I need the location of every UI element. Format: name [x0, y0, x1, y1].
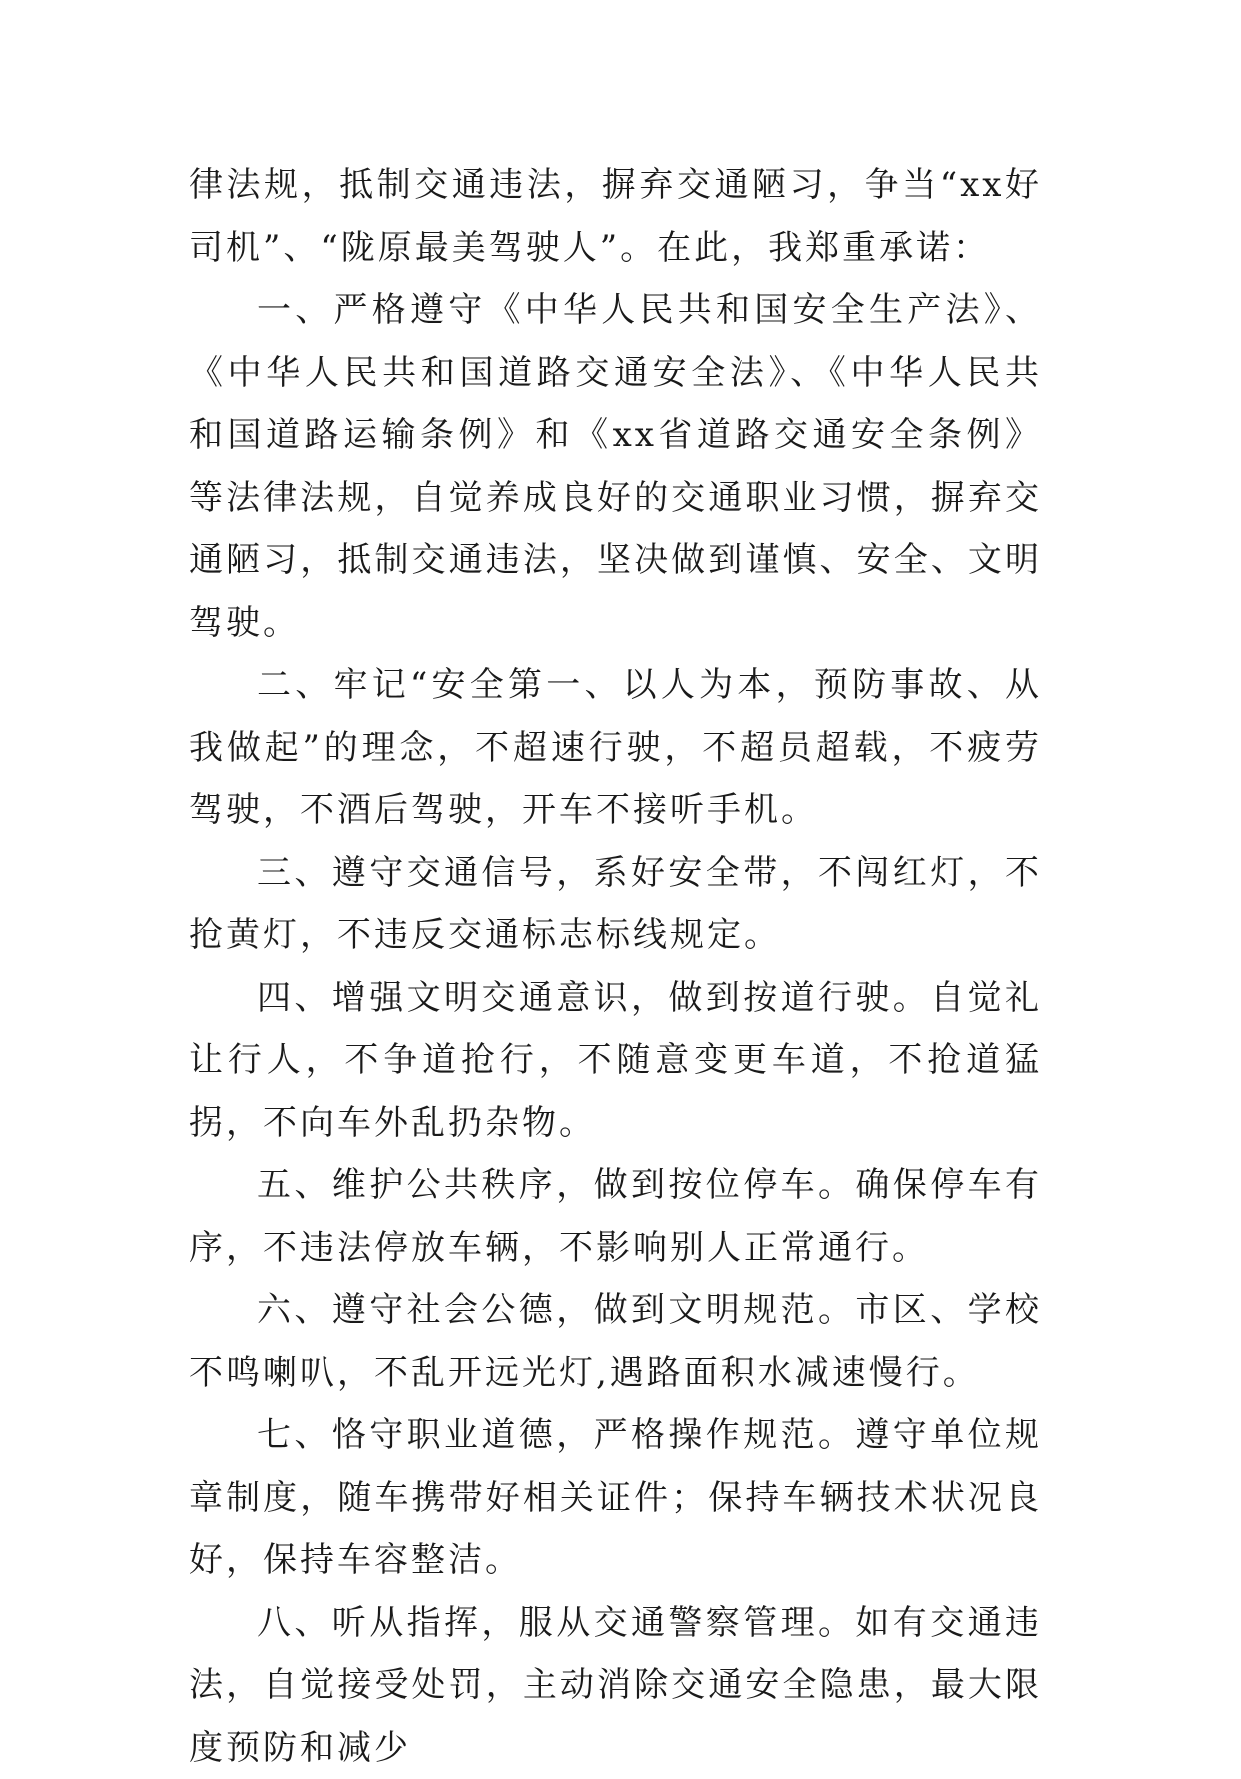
- paragraph-item-1: 一、严格遵守《中华人民共和国安全生产法》、《中华人民共和国道路交通安全法》、《中华人民共和国道路运输条例》和《xx省道路交通安全条例》等法律法规，自觉养成良好的交通职业习惯，摒弃交通陋习，抵制交通违法，坚决做到谨慎、安全、文明驾驶。: [189, 279, 1042, 654]
- paragraph-continuation: 律法规，抵制交通违法，摒弃交通陋习，争当“xx好司机”、“陇原最美驾驶人”。在此，我郑重承诺：: [189, 154, 1042, 279]
- paragraph-item-2: 二、牢记“安全第一、以人为本，预防事故、从我做起”的理念，不超速行驶，不超员超载，不疲劳驾驶，不酒后驾驶，开车不接听手机。: [189, 654, 1042, 842]
- document-body: [189, 154, 1042, 1779]
- paragraph-item-7: 七、恪守职业道德，严格操作规范。遵守单位规章制度，随车携带好相关证件；保持车辆技术状况良好，保持车容整洁。: [189, 1404, 1042, 1592]
- paragraph-item-8: 八、听从指挥，服从交通警察管理。如有交通违法，自觉接受处罚，主动消除交通安全隐患，最大限度预防和减少: [189, 1592, 1042, 1779]
- paragraph-item-6: 六、遵守社会公德，做到文明规范。市区、学校不鸣喇叭，不乱开远光灯,遇路面积水减速慢行。: [189, 1279, 1042, 1404]
- paragraph-item-5: 五、维护公共秩序，做到按位停车。确保停车有序，不违法停放车辆，不影响别人正常通行。: [189, 1154, 1042, 1279]
- paragraph-item-4: 四、增强文明交通意识，做到按道行驶。自觉礼让行人，不争道抢行，不随意变更车道，不抢道猛拐，不向车外乱扔杂物。: [189, 967, 1042, 1155]
- paragraph-item-3: 三、遵守交通信号，系好安全带，不闯红灯，不抢黄灯，不违反交通标志标线规定。: [189, 842, 1042, 967]
